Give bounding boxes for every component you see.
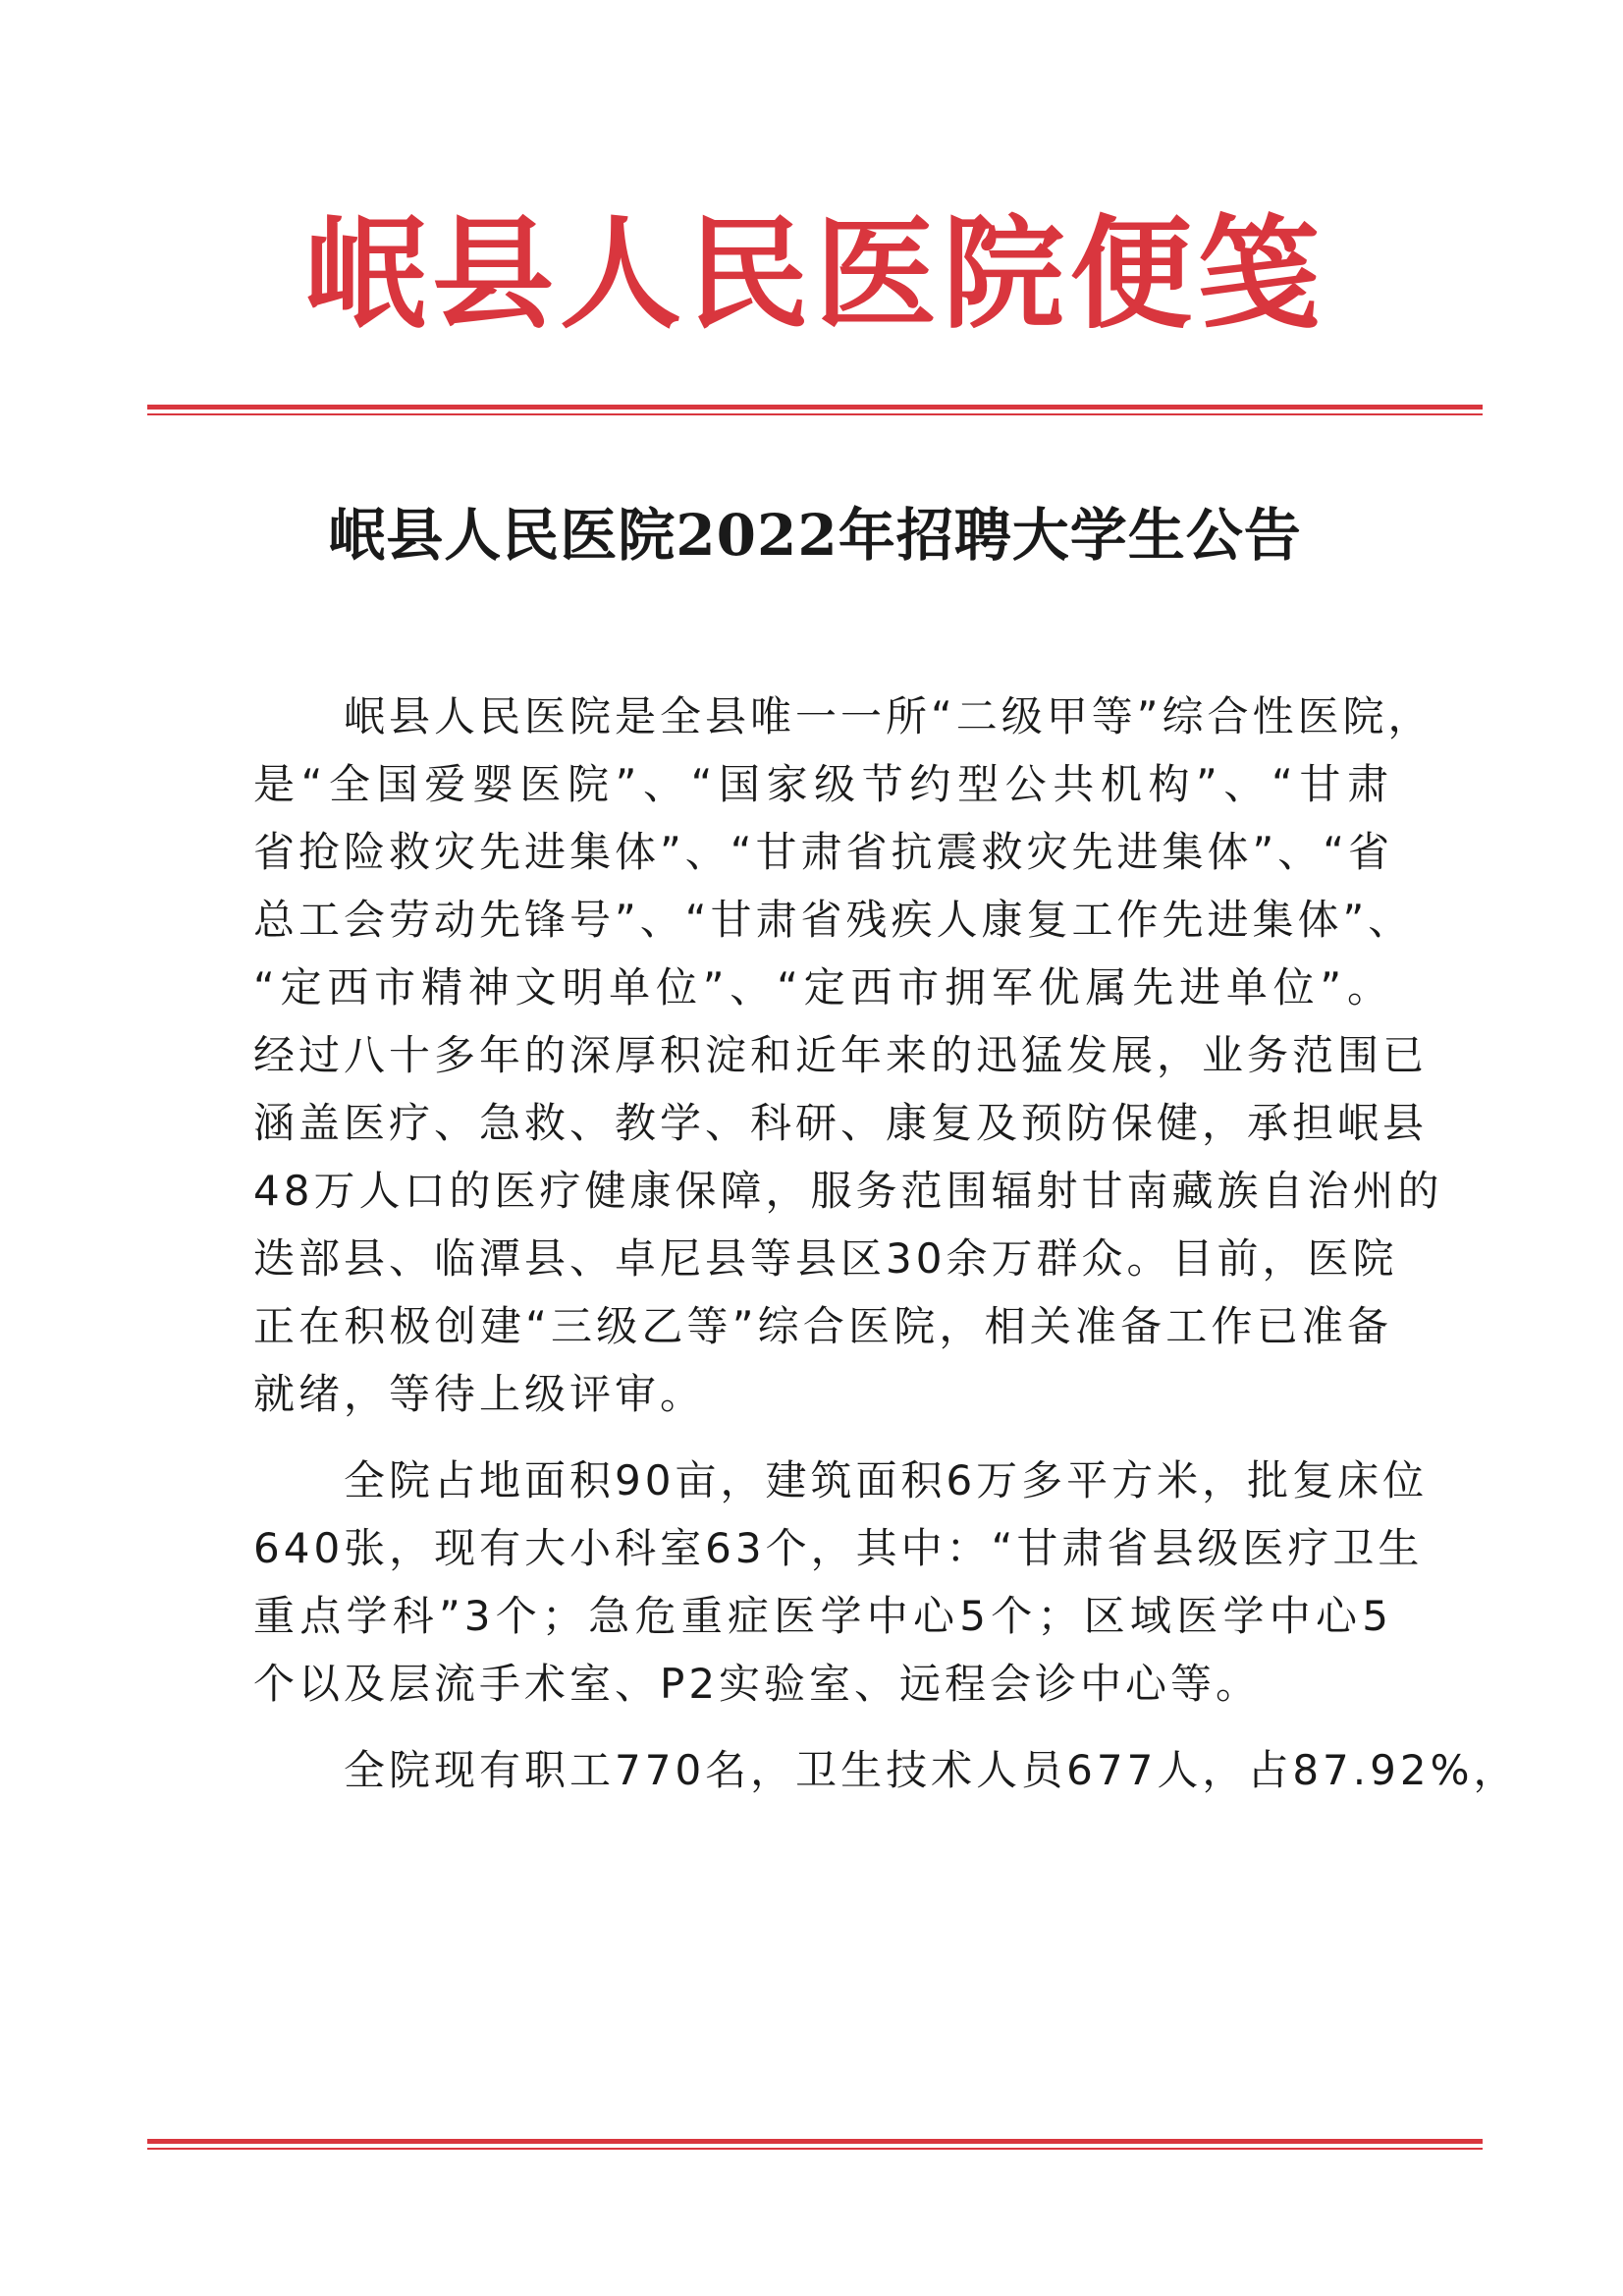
- text-line: 640张，现有大小科室63个，其中：“甘肃省县级医疗卫生: [253, 1524, 1424, 1572]
- letterhead-rule-bottom: [147, 2139, 1483, 2150]
- rule-thin-line: [147, 413, 1483, 415]
- text-line: 全院占地面积90亩，建筑面积6万多平方米，批复床位: [253, 1456, 1429, 1504]
- paragraph: [253, 1447, 1429, 1718]
- text-line: 重点学科”3个；急危重症医学中心5个；区域医学中心5: [253, 1592, 1392, 1640]
- paragraph: [253, 683, 1443, 1428]
- text-line: 经过八十多年的深厚积淀和近年来的迅猛发展，业务范围已: [253, 1031, 1429, 1079]
- rule-thin-line: [147, 2148, 1483, 2150]
- text-line: 总工会劳动先锋号”、“甘肃省残疾人康复工作先进集体”、: [253, 896, 1414, 944]
- text-line: 个以及层流手术室、P2实验室、远程会诊中心等。: [253, 1660, 1262, 1708]
- text-line: 就绪，等待上级评审。: [253, 1370, 706, 1418]
- letterhead-rule-top: [147, 405, 1483, 415]
- text-line: 迭部县、临潭县、卓尼县等县区30余万群众。目前，医院: [253, 1234, 1398, 1283]
- letterhead-title: 岷县人民医院便笺: [303, 203, 1325, 346]
- text-line: 是“全国爱婴医院”、“国家级节约型公共机构”、“甘肃: [253, 760, 1392, 808]
- text-line: 正在积极创建“三级乙等”综合医院，相关准备工作已准备: [253, 1302, 1392, 1350]
- text-line: 岷县人民医院是全县唯一一所“二级甲等”综合性医院，: [253, 692, 1434, 740]
- text-line: 省抢险救灾先进集体”、“甘肃省抗震救灾先进集体”、“省: [253, 828, 1394, 876]
- paragraph: [253, 1736, 1519, 1804]
- document-title: 岷县人民医院2022年招聘大学生公告: [328, 502, 1302, 569]
- text-line: “定西市精神文明单位”、“定西市拥军优属先进单位”。: [253, 963, 1392, 1011]
- text-line: 全院现有职工770名，卫生技术人员677人，占87.92%，: [253, 1746, 1519, 1794]
- text-line: 涵盖医疗、急救、教学、科研、康复及预防保健，承担岷县: [253, 1099, 1429, 1147]
- document-body: [253, 683, 1519, 1804]
- text-line: 48万人口的医疗健康保障，服务范围辐射甘南藏族自治州的: [253, 1167, 1443, 1215]
